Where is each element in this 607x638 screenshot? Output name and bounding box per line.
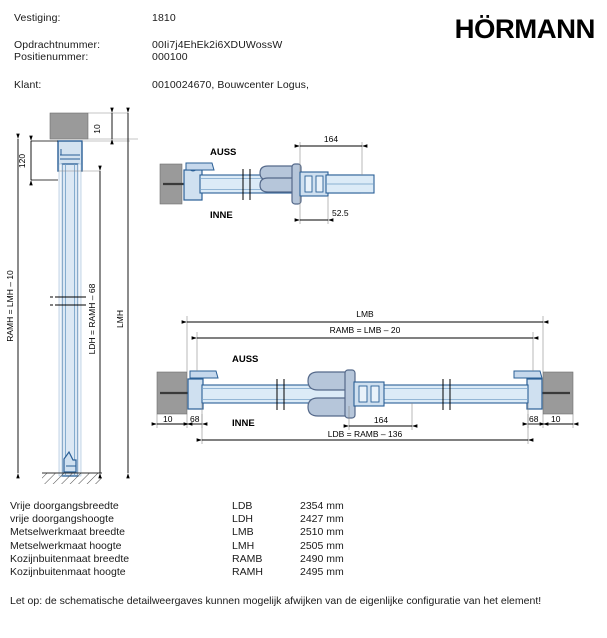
- spec-code: RAMH: [232, 565, 263, 578]
- table-row: [10, 553, 600, 566]
- plan-frame-left: [188, 379, 203, 409]
- detail-top-view: [160, 134, 374, 224]
- field-label-positienummer: Positienummer:: [14, 51, 89, 63]
- spec-code: LMH: [232, 539, 255, 552]
- table-row: [10, 540, 600, 553]
- dim-plan-left-outer: [157, 414, 187, 428]
- vertical-section-view: [5, 113, 138, 484]
- field-label-opdrachtnummer: Opdrachtnummer:: [14, 39, 101, 51]
- dim-detail-164: [300, 134, 362, 175]
- field-label-vestiging: Vestiging:: [14, 12, 61, 24]
- dim-ldh: [87, 171, 100, 473]
- dim-label-detail-52-5: 52.5: [332, 208, 349, 218]
- door-handle: [260, 164, 301, 204]
- dim-head-height: [17, 141, 58, 180]
- disclaimer-note: Let op: de schematische detailweergaves kunnen mogelijk afwijken van de eigenlijke configuratie van het element!: [10, 595, 542, 607]
- field-value-vestiging: 1810: [152, 12, 176, 24]
- spec-name: Kozijnbuitenmaat hoogte: [10, 565, 126, 578]
- spec-value: 2354 mm: [300, 500, 344, 512]
- dim-label-ldb: LDB = RAMB – 136: [327, 429, 403, 439]
- spec-value: 2490 mm: [300, 552, 344, 565]
- field-value-klant: 0010024670, Bouwcenter Logus,: [152, 79, 310, 91]
- dim-plan-right-inner: [528, 414, 543, 428]
- spec-code: LMB: [232, 526, 254, 539]
- dim-label-plan-left-outer: 10: [163, 414, 173, 424]
- dim-label-head-height: 120: [17, 153, 27, 169]
- dim-label-plan-right-outer: 10: [551, 414, 561, 424]
- spec-name: Kozijnbuitenmaat breedte: [10, 552, 130, 565]
- hinge-arm: [186, 163, 214, 170]
- plan-frame-right: [527, 379, 542, 409]
- dim-label-top-gap: 10: [92, 124, 102, 134]
- technical-drawing: [0, 104, 607, 494]
- dim-label-plan-164: 164: [373, 415, 389, 425]
- floor-hatch: [42, 473, 102, 484]
- document-header: [0, 0, 607, 104]
- detail-label-inne: INNE: [210, 210, 233, 221]
- drawing-canvas: [0, 104, 607, 494]
- table-row: [10, 513, 600, 526]
- dim-plan-164: [349, 403, 412, 430]
- table-row: [10, 566, 600, 579]
- spec-name: Metselwerkmaat breedte: [10, 526, 125, 539]
- spec-code: RAMB: [232, 552, 263, 565]
- field-value-opdrachtnummer: 00Ii7j4EhEk2i6XDUWossW: [152, 39, 283, 51]
- detail-frame-profile: [184, 170, 202, 200]
- dim-label-detail-164: 164: [323, 134, 339, 144]
- field-value-positienummer: 000100: [152, 51, 188, 63]
- plan-lock-body: [354, 382, 384, 406]
- spec-name: Metselwerkmaat hoogte: [10, 539, 122, 552]
- plan-label-auss: AUSS: [232, 354, 259, 365]
- hormann-logo: HÖRMANN: [454, 14, 595, 44]
- spec-value: 2510 mm: [300, 526, 344, 539]
- plan-section-view: [157, 309, 573, 444]
- spec-name: Vrije doorgangsbreedte: [10, 500, 119, 512]
- spec-value: 2495 mm: [300, 565, 344, 578]
- dim-plan-right-outer: [545, 414, 573, 428]
- dim-ramh: [5, 139, 18, 473]
- dim-label-lmb: LMB: [356, 309, 374, 319]
- dim-label-plan-left-inner: 68: [190, 414, 200, 424]
- table-row: [10, 500, 600, 513]
- door-leaf-section: [62, 164, 78, 476]
- lock-body: [300, 172, 328, 196]
- dim-lmh: [115, 113, 128, 473]
- dim-top-gap: [92, 113, 112, 139]
- dim-detail-52-5: [300, 196, 349, 224]
- detail-label-auss: AUSS: [210, 147, 237, 158]
- dim-plan-left-inner: [189, 414, 202, 428]
- spec-code: LDH: [232, 513, 254, 526]
- field-label-klant: Klant:: [14, 79, 42, 91]
- plan-label-inne: INNE: [232, 418, 255, 429]
- dim-label-lmh: LMH: [115, 310, 125, 328]
- table-row: [10, 526, 600, 539]
- spec-value: 2505 mm: [300, 539, 344, 552]
- spec-code: LDB: [232, 500, 253, 512]
- dim-label-ramh: RAMH = LMH – 10: [5, 270, 15, 342]
- dim-label-ramb: RAMB = LMB – 20: [329, 325, 401, 335]
- specification-table: [10, 500, 600, 579]
- dim-label-plan-right-inner: 68: [529, 414, 539, 424]
- spec-name: vrije doorgangshoogte: [10, 513, 114, 526]
- dim-label-ldh: LDH = RAMH – 68: [87, 283, 97, 355]
- wall-block-top: [50, 113, 88, 139]
- spec-value: 2427 mm: [300, 513, 344, 526]
